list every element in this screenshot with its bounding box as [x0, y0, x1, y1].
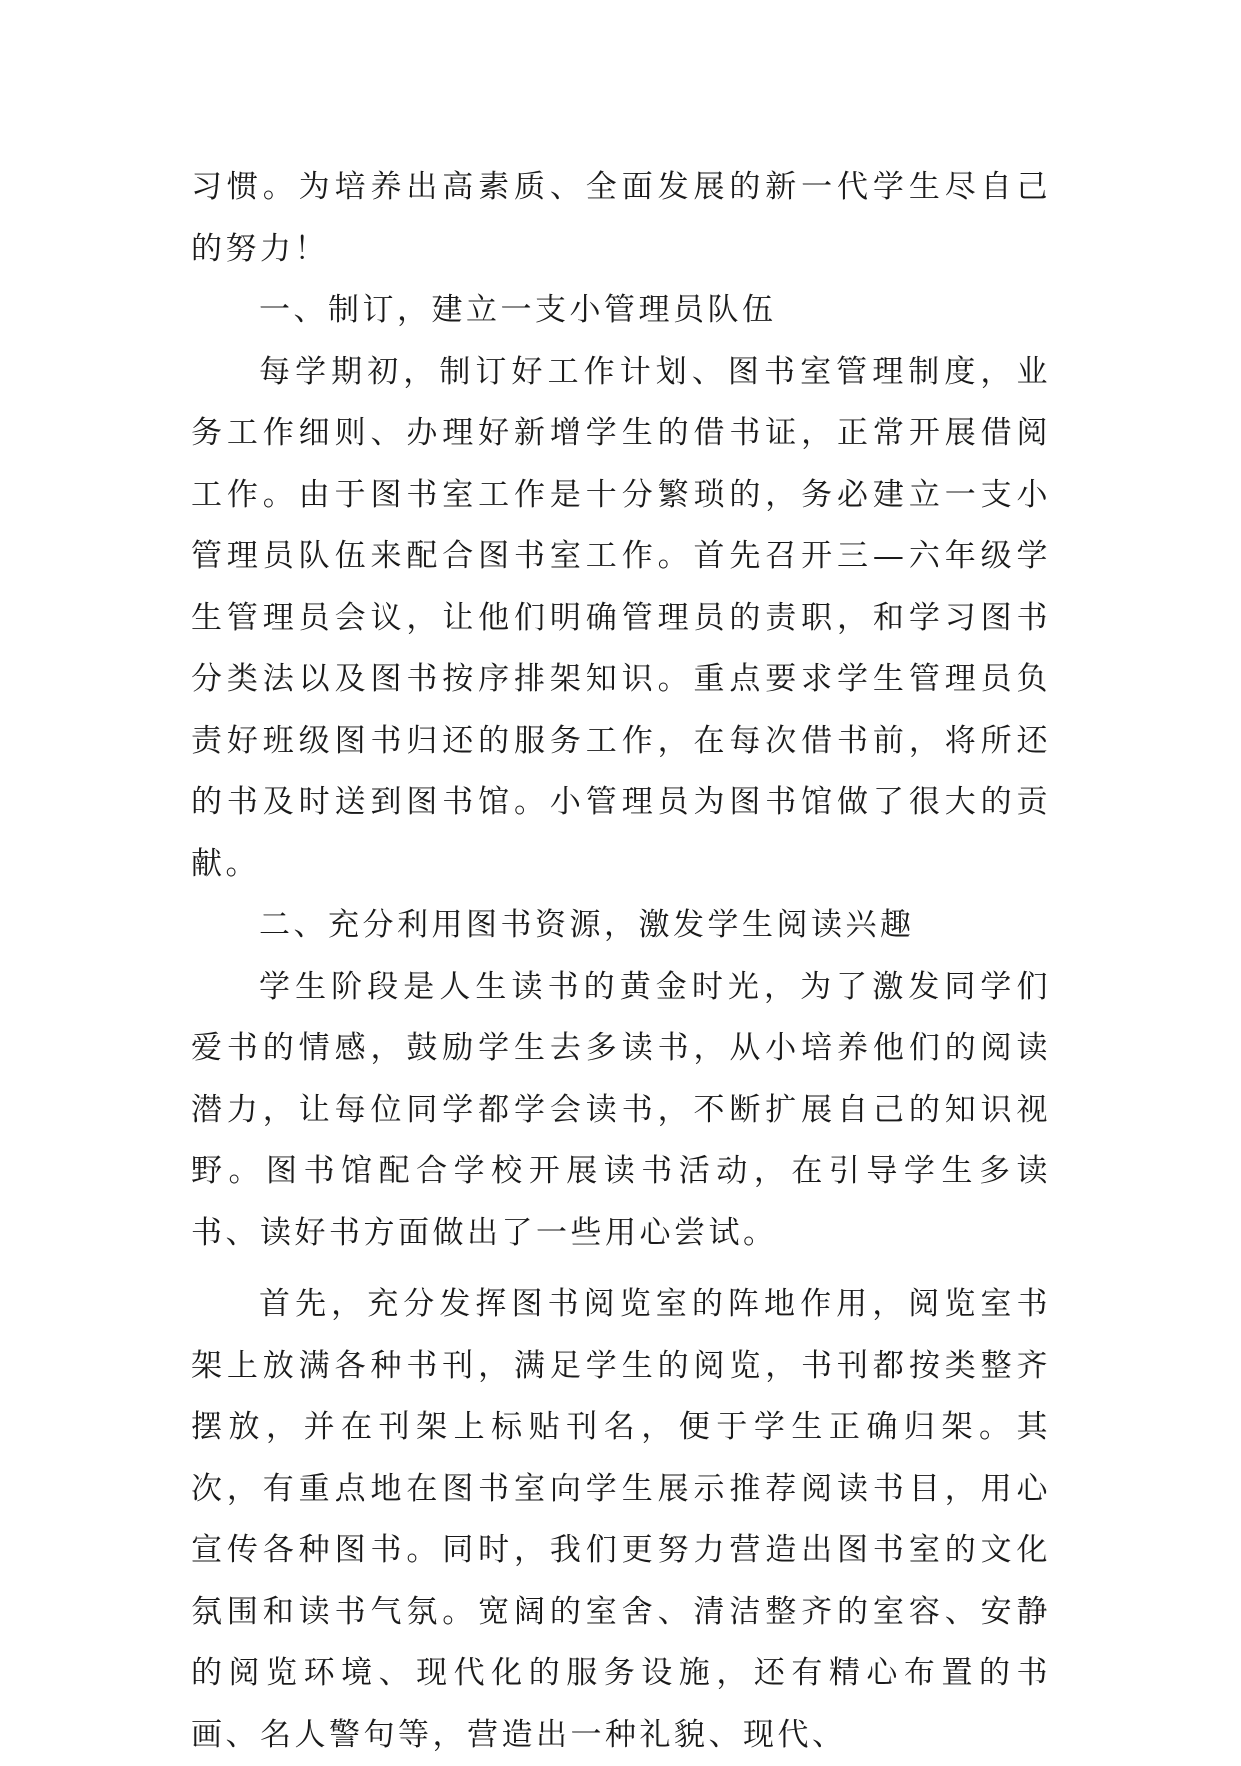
paragraph-1: 习惯。为培养出高素质、全面发展的新一代学生尽自己的努力！: [191, 169, 1051, 267]
heading-section-2: 二、充分利用图书资源，激发学生阅读兴趣: [259, 907, 915, 943]
heading-section-1: 一、制订，建立一支小管理员队伍: [259, 292, 777, 328]
paragraph-2: 每学期初，制订好工作计划、图书室管理制度，业务工作细则、办理好新增学生的借书证，正常开展借阅工作。由于图书室工作是十分繁琐的，务必建立一支小管理员队伍来配合图书室工作。首先召开三—六年级学生管理员会议，让他们明确管理员的责职，和学习图书分类法以及图书按序排架知识。重点要求学生管理员负责好班级图书归还的服务工作，在每次借书前，将所还的书及时送到图书馆。小管理员为图书馆做了很大的贡献。: [191, 353, 1051, 882]
document-body: [191, 157, 1051, 1766]
paragraph-3: 学生阶段是人生读书的黄金时光，为了激发同学们爱书的情感，鼓励学生去多读书，从小培养他们的阅读潜力，让每位同学都学会读书，不断扩展自己的知识视野。图书馆配合学校开展读书活动，在引导学生多读书、读好书方面做出了一些用心尝试。: [191, 968, 1051, 1251]
paragraph-4: 首先，充分发挥图书阅览室的阵地作用，阅览室书架上放满各种书刊，满足学生的阅览，书刊都按类整齐摆放，并在刊架上标贴刊名，便于学生正确归架。其次，有重点地在图书室向学生展示推荐阅读书目，用心宣传各种图书。同时，我们更努力营造出图书室的文化氛围和读书气氛。宽阔的室舍、清洁整齐的室容、安静的阅览环境、现代化的服务设施，还有精心布置的书画、名人警句等，营造出一种礼貌、现代、: [191, 1286, 1051, 1753]
